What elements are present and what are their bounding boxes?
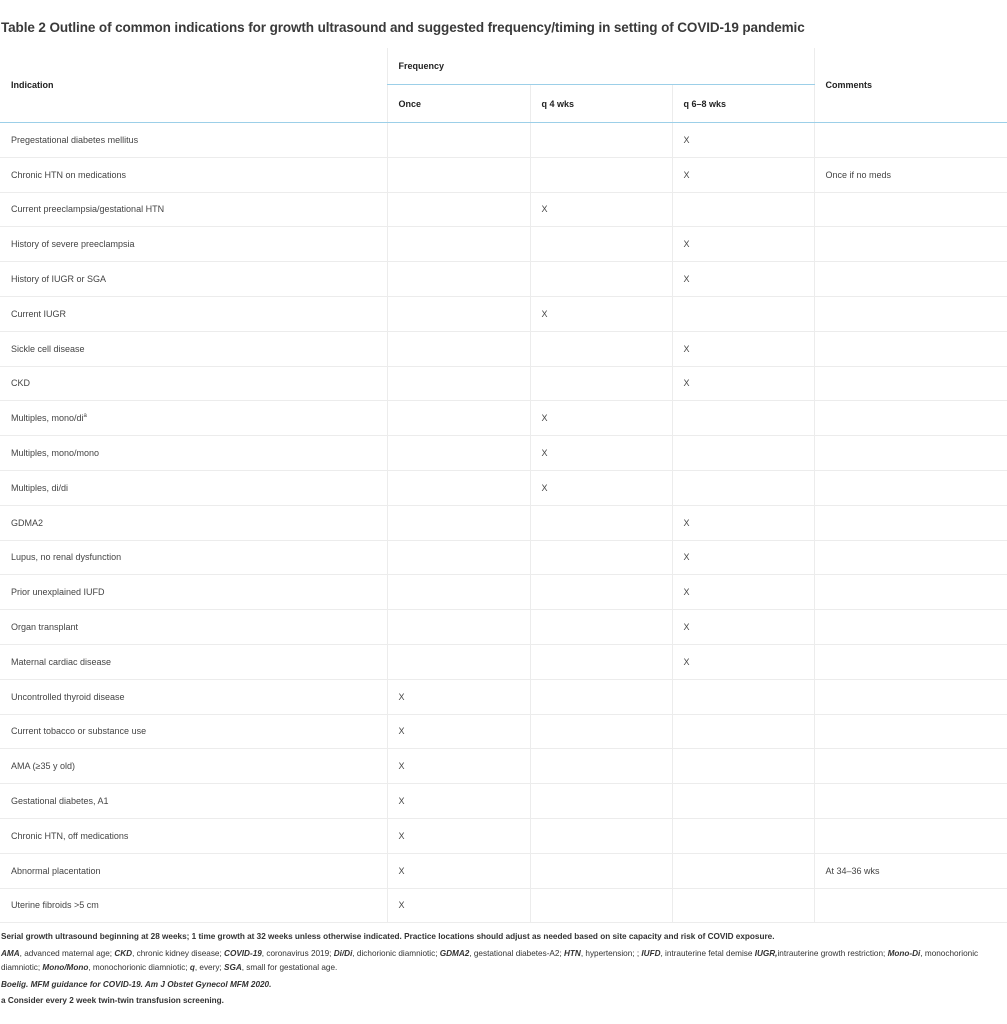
comment-cell: [814, 331, 1007, 366]
once-cell: [387, 262, 530, 297]
q4-cell: X: [530, 401, 672, 436]
comment-cell: [814, 818, 1007, 853]
table-row: [0, 262, 1007, 297]
table-row: [0, 853, 1007, 888]
table-row: [0, 157, 1007, 192]
table-row: [0, 227, 1007, 262]
comment-cell: [814, 679, 1007, 714]
q4-cell: [530, 227, 672, 262]
q68-cell: [672, 296, 814, 331]
indication-cell: History of IUGR or SGA: [0, 262, 387, 297]
table-row: [0, 644, 1007, 679]
once-cell: [387, 505, 530, 540]
header-indication: Indication: [0, 48, 387, 123]
indication-cell: Gestational diabetes, A1: [0, 784, 387, 819]
q68-cell: [672, 679, 814, 714]
q68-cell: X: [672, 644, 814, 679]
q4-cell: [530, 818, 672, 853]
once-cell: X: [387, 679, 530, 714]
once-cell: X: [387, 853, 530, 888]
once-cell: [387, 401, 530, 436]
comment-cell: [814, 366, 1007, 401]
q4-cell: [530, 331, 672, 366]
q68-cell: [672, 784, 814, 819]
indication-cell: Abnormal placentation: [0, 853, 387, 888]
once-cell: X: [387, 784, 530, 819]
q4-cell: [530, 505, 672, 540]
comment-cell: [814, 610, 1007, 645]
table-row: [0, 784, 1007, 819]
comment-cell: [814, 784, 1007, 819]
comment-cell: [814, 714, 1007, 749]
indications-table: [0, 48, 1007, 923]
q68-cell: X: [672, 262, 814, 297]
q68-cell: X: [672, 540, 814, 575]
indication-cell: CKD: [0, 366, 387, 401]
q68-cell: [672, 888, 814, 923]
comment-cell: [814, 575, 1007, 610]
q68-cell: [672, 714, 814, 749]
once-cell: X: [387, 888, 530, 923]
q4-cell: [530, 644, 672, 679]
header-comments: Comments: [814, 48, 1007, 123]
q4-cell: [530, 784, 672, 819]
table-notes: [1, 930, 1005, 1011]
q4-cell: [530, 610, 672, 645]
q68-cell: [672, 470, 814, 505]
q4-cell: [530, 853, 672, 888]
comment-cell: [814, 296, 1007, 331]
table-row: [0, 401, 1007, 436]
footnote: a Consider every 2 week twin-twin transfusion screening.: [1, 996, 224, 1005]
table-row: [0, 192, 1007, 227]
indication-cell: Current preeclampsia/gestational HTN: [0, 192, 387, 227]
q68-cell: [672, 436, 814, 471]
q4-cell: [530, 540, 672, 575]
q4-cell: [530, 575, 672, 610]
comment-cell: [814, 540, 1007, 575]
footnote-marker: a: [83, 413, 87, 420]
q4-cell: [530, 123, 672, 158]
once-cell: [387, 157, 530, 192]
table-row: [0, 470, 1007, 505]
once-cell: [387, 610, 530, 645]
q68-cell: X: [672, 227, 814, 262]
indication-cell: Current IUGR: [0, 296, 387, 331]
once-cell: X: [387, 714, 530, 749]
table-row: [0, 749, 1007, 784]
table-row: [0, 714, 1007, 749]
citation-note: Boelig. MFM guidance for COVID-19. Am J Obstet Gynecol MFM 2020.: [1, 979, 272, 989]
table-row: [0, 436, 1007, 471]
indication-cell: Chronic HTN on medications: [0, 157, 387, 192]
serial-note: Serial growth ultrasound beginning at 28 weeks; 1 time growth at 32 weeks unless otherwise indicated. Practice locations should adjust as needed based on site capacity and risk of COVID exposure.: [1, 932, 775, 941]
q68-cell: X: [672, 331, 814, 366]
table-row: [0, 331, 1007, 366]
indication-cell: AMA (≥35 y old): [0, 749, 387, 784]
q4-cell: [530, 714, 672, 749]
q68-cell: [672, 401, 814, 436]
q4-cell: [530, 157, 672, 192]
once-cell: [387, 227, 530, 262]
table-row: [0, 679, 1007, 714]
indication-cell: Uncontrolled thyroid disease: [0, 679, 387, 714]
q4-cell: X: [530, 296, 672, 331]
q4-cell: [530, 749, 672, 784]
q68-cell: [672, 749, 814, 784]
indication-cell: History of severe preeclampsia: [0, 227, 387, 262]
once-cell: [387, 540, 530, 575]
comment-cell: At 34–36 wks: [814, 853, 1007, 888]
indication-cell: GDMA2: [0, 505, 387, 540]
indication-cell: Organ transplant: [0, 610, 387, 645]
table-row: [0, 575, 1007, 610]
comment-cell: [814, 749, 1007, 784]
once-cell: [387, 575, 530, 610]
table-row: [0, 296, 1007, 331]
q68-cell: X: [672, 505, 814, 540]
once-cell: [387, 436, 530, 471]
abbreviations-note: AMA, advanced maternal age; CKD, chronic kidney disease; COVID-19, coronavirus 2019; Di/Di, dichorionic diamniotic; GDMA2, gestational diabetes-A2; HTN, hypertension; ; IUFD, intrauterine fetal demise IUGR,intrauterine growth restriction; Mono-Di, monochorionic diamniotic; Mono/Mono, monochorionic diamniotic; q, every; SGA, small for gestational age.: [1, 948, 979, 972]
indication-cell: Multiples, mono/$di^a$: [0, 401, 387, 436]
q4-cell: [530, 679, 672, 714]
comment-cell: [814, 123, 1007, 158]
header-q68: q 6–8 wks: [672, 85, 814, 123]
comment-cell: Once if no meds: [814, 157, 1007, 192]
indication-cell: Maternal cardiac disease: [0, 644, 387, 679]
table-row: [0, 818, 1007, 853]
indication-cell: Lupus, no renal dysfunction: [0, 540, 387, 575]
comment-cell: [814, 192, 1007, 227]
q4-cell: [530, 262, 672, 297]
header-once: Once: [387, 85, 530, 123]
indication-cell: Prior unexplained IUFD: [0, 575, 387, 610]
once-cell: X: [387, 749, 530, 784]
once-cell: [387, 366, 530, 401]
comment-cell: [814, 505, 1007, 540]
q68-cell: [672, 853, 814, 888]
once-cell: [387, 470, 530, 505]
indication-cell: Multiples, di/di: [0, 470, 387, 505]
comment-cell: [814, 227, 1007, 262]
q68-cell: X: [672, 610, 814, 645]
comment-cell: [814, 644, 1007, 679]
once-cell: [387, 296, 530, 331]
comment-cell: [814, 262, 1007, 297]
q68-cell: X: [672, 157, 814, 192]
once-cell: [387, 644, 530, 679]
comment-cell: [814, 401, 1007, 436]
comment-cell: [814, 436, 1007, 471]
comment-cell: [814, 470, 1007, 505]
table-row: [0, 540, 1007, 575]
once-cell: [387, 192, 530, 227]
indication-cell: Chronic HTN, off medications: [0, 818, 387, 853]
table-row: [0, 123, 1007, 158]
indication-cell: Multiples, mono/mono: [0, 436, 387, 471]
once-cell: X: [387, 818, 530, 853]
q68-cell: [672, 818, 814, 853]
indication-cell: Uterine fibroids >5 cm: [0, 888, 387, 923]
table-row: [0, 366, 1007, 401]
q68-cell: [672, 192, 814, 227]
once-cell: [387, 123, 530, 158]
q4-cell: [530, 366, 672, 401]
indication-cell: Sickle cell disease: [0, 331, 387, 366]
header-q4: q 4 wks: [530, 85, 672, 123]
q4-cell: X: [530, 436, 672, 471]
table-row: [0, 610, 1007, 645]
once-cell: [387, 331, 530, 366]
q4-cell: X: [530, 192, 672, 227]
q68-cell: X: [672, 366, 814, 401]
indication-cell: Pregestational diabetes mellitus: [0, 123, 387, 158]
table-title: Table 2 Outline of common indications for growth ultrasound and suggested frequency/timing in setting of COVID-19 pandemic: [1, 20, 805, 35]
q4-cell: [530, 888, 672, 923]
q68-cell: X: [672, 575, 814, 610]
q4-cell: X: [530, 470, 672, 505]
header-frequency: Frequency: [387, 48, 814, 85]
table-row: [0, 888, 1007, 923]
table-row: [0, 505, 1007, 540]
q68-cell: X: [672, 123, 814, 158]
indication-cell: Current tobacco or substance use: [0, 714, 387, 749]
comment-cell: [814, 888, 1007, 923]
